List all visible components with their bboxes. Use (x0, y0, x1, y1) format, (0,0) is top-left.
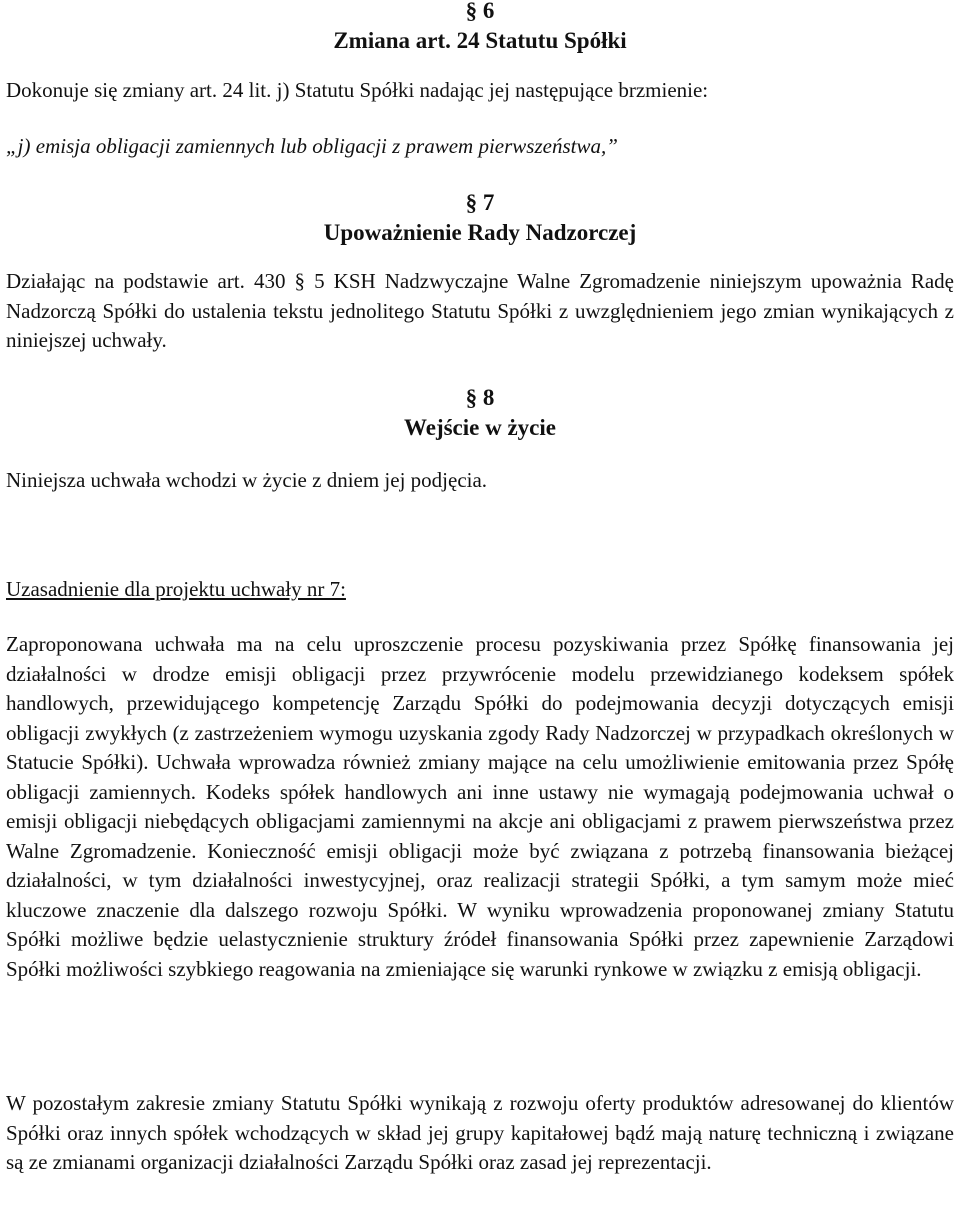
section-6-title: Zmiana art. 24 Statutu Spółki (333, 28, 627, 53)
section-6-intro: Dokonuje się zmiany art. 24 lit. j) Statutu Spółki nadając jej następujące brzmienie: (6, 78, 709, 102)
justification-paragraph-2: W pozostałym zakresie zmiany Statutu Spółki wynikają z rozwoju oferty produktów adresowanej do klientów Spółki oraz innych spółek wchodzących w skład jej grupy kapitałowej bądź mają naturę techniczną i związane są ze zmianami organizacji działalności Zarządu Spółki oraz zasad jej reprezentacji. (6, 1091, 954, 1174)
section-8-title: Wejście w życie (404, 415, 556, 440)
justification-paragraph-1: Zaproponowana uchwała ma na celu uproszczenie procesu pozyskiwania przez Spółkę finansowania jej działalności w drodze emisji obligacji przez przywrócenie modelu przewidzianego kodeksem spółek handlowych, przewidującego kompetencję Zarządu Spółki do podejmowania decyzji dotyczących emisji obligacji zwykłych (z zastrzeżeniem wymogu uzyskania zgody Rady Nadzorczej w przypadkach określonych w Statucie Spółki). Uchwała wprowadza również zmiany mające na celu umożliwienie emitowania przez Spółę obligacji zamiennych. Kodeks spółek handlowych ani inne ustawy nie wymagają podejmowania uchwał o emisji obligacji niebędących obligacjami zamiennymi na akcje ani obligacjami z prawem pierwszeństwa przez Walne Zgromadzenie. Konieczność emisji obligacji może być związana z potrzebą finansowania bieżącej działalności, w tym działalności inwestycyjnej, oraz realizacji strategii Spółki, a tym samym może mieć kluczowe znaczenie dla dalszego rozwoju Spółki. W wyniku wprowadzenia proponowanej zmiany Statutu Spółki możliwe będzie uelastycznienie struktury źródeł finansowania Spółki przez zapewnienie Zarządowi Spółki możliwości szybkiego reagowania na zmieniające się warunki rynkowe w związku z emisją obligacji. (6, 632, 954, 981)
section-8-heading (6, 383, 954, 443)
section-7-body: Działając na podstawie art. 430 § 5 KSH Nadzwyczajne Walne Zgromadzenie niniejszym upoważnia Radę Nadzorczą Spółki do ustalenia tekstu jednolitego Statutu Spółki z uwzględnieniem jego zmian wynikających z niniejszej uchwały. (6, 269, 954, 352)
section-6-number: § 6 (465, 0, 495, 23)
section-6-heading (6, 0, 954, 56)
section-7-heading (6, 188, 954, 248)
section-7-title: Upoważnienie Rady Nadzorczej (323, 220, 637, 245)
section-8-body: Niniejsza uchwała wchodzi w życie z dniem jej podjęcia. (6, 468, 488, 492)
section-6-quote: „j) emisja obligacji zamiennych lub obligacji z prawem pierwszeństwa,” (6, 134, 618, 158)
justification-heading: Uzasadnienie dla projektu uchwały nr 7: (6, 577, 346, 601)
section-7-number: § 7 (465, 190, 495, 215)
section-8-number: § 8 (465, 385, 495, 410)
